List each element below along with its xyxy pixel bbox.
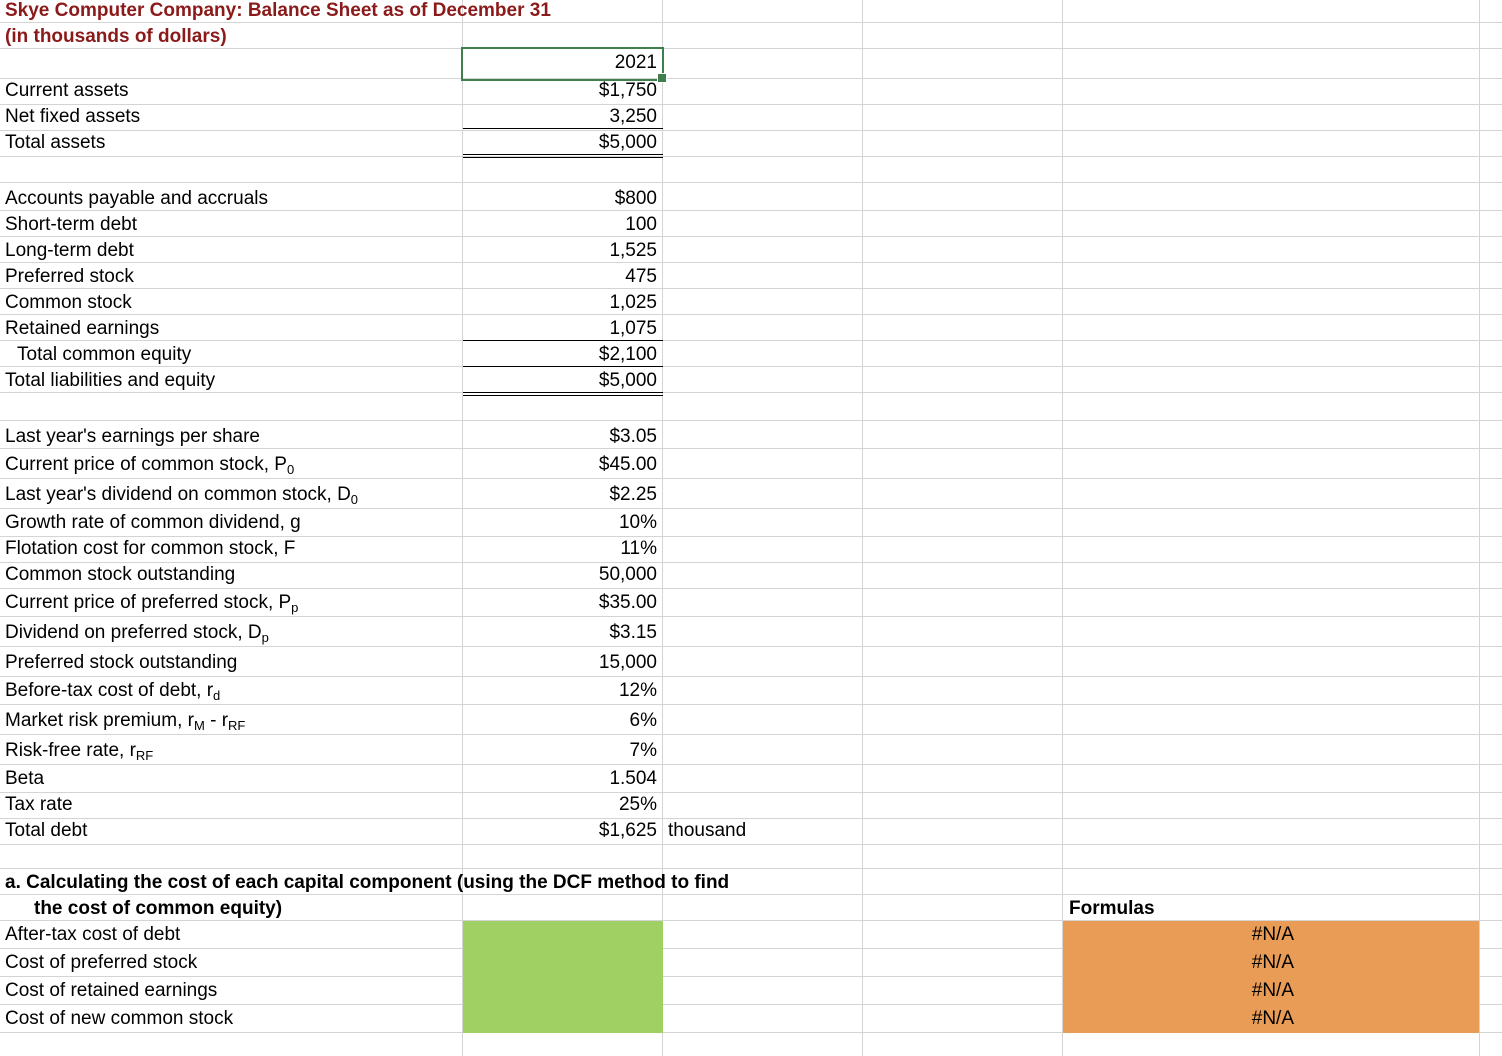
input-value[interactable]: 7% — [629, 740, 657, 761]
component-label[interactable]: Cost of retained earnings — [5, 980, 218, 1001]
single-underline — [463, 366, 663, 367]
column-divider — [1062, 0, 1063, 1056]
row-divider — [0, 536, 1502, 537]
row-divider — [0, 646, 1502, 647]
row-divider — [0, 130, 1502, 131]
input-value[interactable]: 11% — [620, 538, 657, 559]
double-underline — [463, 392, 663, 396]
column-divider — [862, 0, 863, 1056]
input-label[interactable]: Risk-free rate, $r_{RF}$ — [5, 740, 154, 763]
row-divider — [0, 48, 1502, 49]
row-divider — [0, 236, 1502, 237]
row-divider — [0, 420, 1502, 421]
row-divider — [0, 818, 1502, 819]
row-label[interactable]: Net fixed assets — [5, 106, 141, 127]
row-value[interactable]: 1,075 — [609, 318, 657, 339]
input-value[interactable]: $45.00 — [598, 454, 657, 475]
total-debt-unit[interactable]: thousand — [668, 820, 747, 841]
input-value[interactable]: $2.25 — [609, 484, 657, 505]
row-value[interactable]: 100 — [625, 214, 657, 235]
input-label[interactable]: Last year's earnings per share — [5, 426, 260, 447]
input-cells-green[interactable] — [463, 921, 663, 1033]
row-divider — [0, 104, 1502, 105]
formulas-header[interactable]: Formulas — [1069, 898, 1155, 919]
single-underline — [463, 128, 663, 129]
row-divider — [0, 764, 1502, 765]
row-divider — [0, 704, 1502, 705]
row-label[interactable]: Long-term debt — [5, 240, 134, 261]
input-label[interactable]: Flotation cost for common stock, F — [5, 538, 296, 559]
input-label[interactable]: Common stock outstanding — [5, 564, 236, 585]
fill-handle[interactable] — [657, 73, 667, 83]
input-label[interactable]: Market risk premium, $r_M - r_{RF}$ — [5, 710, 246, 733]
row-value[interactable]: 475 — [625, 266, 657, 287]
input-value[interactable]: 1.504 — [609, 768, 657, 789]
row-divider — [0, 262, 1502, 263]
input-label[interactable]: Current price of common stock, $P_0$ — [5, 454, 295, 477]
input-label[interactable]: Last year's dividend on common stock, $D_0$ — [5, 484, 359, 507]
input-value[interactable]: 10% — [618, 512, 657, 533]
row-label[interactable]: Short-term debt — [5, 214, 137, 235]
input-label[interactable]: Preferred stock outstanding — [5, 652, 238, 673]
formula-result[interactable]: #N/A — [1251, 980, 1294, 1001]
row-value[interactable]: $2,100 — [598, 344, 657, 365]
row-label[interactable]: Current assets — [5, 80, 129, 101]
formula-result[interactable]: #N/A — [1251, 924, 1294, 945]
double-underline — [463, 154, 663, 158]
row-value[interactable]: $800 — [614, 188, 657, 209]
row-divider — [0, 210, 1502, 211]
row-divider — [0, 448, 1502, 449]
input-value[interactable]: $3.05 — [609, 426, 657, 447]
row-divider — [0, 288, 1502, 289]
row-label[interactable]: Preferred stock — [5, 266, 134, 287]
row-label[interactable]: Accounts payable and accruals — [5, 188, 268, 209]
year-header[interactable]: 2021 — [614, 52, 657, 73]
sheet-title: Skye Computer Company: Balance Sheet as of December 31 — [5, 0, 551, 21]
row-divider — [0, 392, 1502, 393]
input-label[interactable]: Current price of preferred stock, $P_p$ — [5, 592, 299, 615]
row-label[interactable]: Total common equity — [17, 344, 192, 365]
row-divider — [0, 894, 1502, 895]
sheet-subtitle: (in thousands of dollars) — [5, 26, 227, 47]
row-divider — [0, 562, 1502, 563]
row-divider — [0, 156, 1502, 157]
section-a-heading-cont: the cost of common equity) — [34, 898, 283, 919]
row-value[interactable]: $5,000 — [598, 132, 657, 153]
row-value[interactable]: $1,750 — [598, 80, 657, 101]
formula-result[interactable]: #N/A — [1251, 952, 1294, 973]
input-value[interactable]: $1,625 — [598, 820, 657, 841]
single-underline — [463, 340, 663, 341]
row-label[interactable]: Total assets — [5, 132, 106, 153]
input-label[interactable]: Tax rate — [5, 794, 73, 815]
input-value[interactable]: 15,000 — [598, 652, 657, 673]
row-divider — [0, 734, 1502, 735]
component-label[interactable]: After-tax cost of debt — [5, 924, 181, 945]
row-divider — [0, 366, 1502, 367]
row-divider — [0, 78, 1502, 79]
row-divider — [0, 182, 1502, 183]
row-label[interactable]: Total liabilities and equity — [5, 370, 216, 391]
input-label[interactable]: Dividend on preferred stock, $D_p$ — [5, 622, 269, 645]
row-divider — [0, 478, 1502, 479]
row-divider — [0, 22, 1502, 23]
row-value[interactable]: 1,525 — [609, 240, 657, 261]
row-divider — [0, 868, 1502, 869]
input-value[interactable]: 50,000 — [598, 564, 657, 585]
row-label[interactable]: Retained earnings — [5, 318, 160, 339]
row-divider — [0, 844, 1502, 845]
row-label[interactable]: Common stock — [5, 292, 132, 313]
component-label[interactable]: Cost of new common stock — [5, 1008, 234, 1029]
row-divider — [0, 588, 1502, 589]
row-value[interactable]: 1,025 — [609, 292, 657, 313]
input-label[interactable]: Total debt — [5, 820, 88, 841]
component-label[interactable]: Cost of preferred stock — [5, 952, 198, 973]
column-divider — [462, 0, 463, 1056]
input-value[interactable]: 25% — [618, 794, 657, 815]
input-value[interactable]: $3.15 — [609, 622, 657, 643]
row-divider — [0, 340, 1502, 341]
row-value[interactable]: $5,000 — [598, 370, 657, 391]
column-divider — [662, 0, 663, 1056]
input-value[interactable]: $35.00 — [598, 592, 657, 613]
row-divider — [0, 676, 1502, 677]
column-divider — [1479, 0, 1480, 1056]
row-divider — [0, 314, 1502, 315]
input-label[interactable]: Before-tax cost of debt, $r_d$ — [5, 680, 221, 703]
input-label[interactable]: Beta — [5, 768, 45, 789]
row-divider — [0, 792, 1502, 793]
input-value[interactable]: 6% — [629, 710, 657, 731]
input-label[interactable]: Growth rate of common dividend, g — [5, 512, 301, 533]
section-a-heading[interactable]: a. Calculating the cost of each capital component (using the DCF method to find — [5, 872, 730, 893]
row-divider — [0, 616, 1502, 617]
input-value[interactable]: 12% — [618, 680, 657, 701]
row-divider — [0, 508, 1502, 509]
row-value[interactable]: 3,250 — [609, 106, 657, 127]
formula-result[interactable]: #N/A — [1251, 1008, 1294, 1029]
